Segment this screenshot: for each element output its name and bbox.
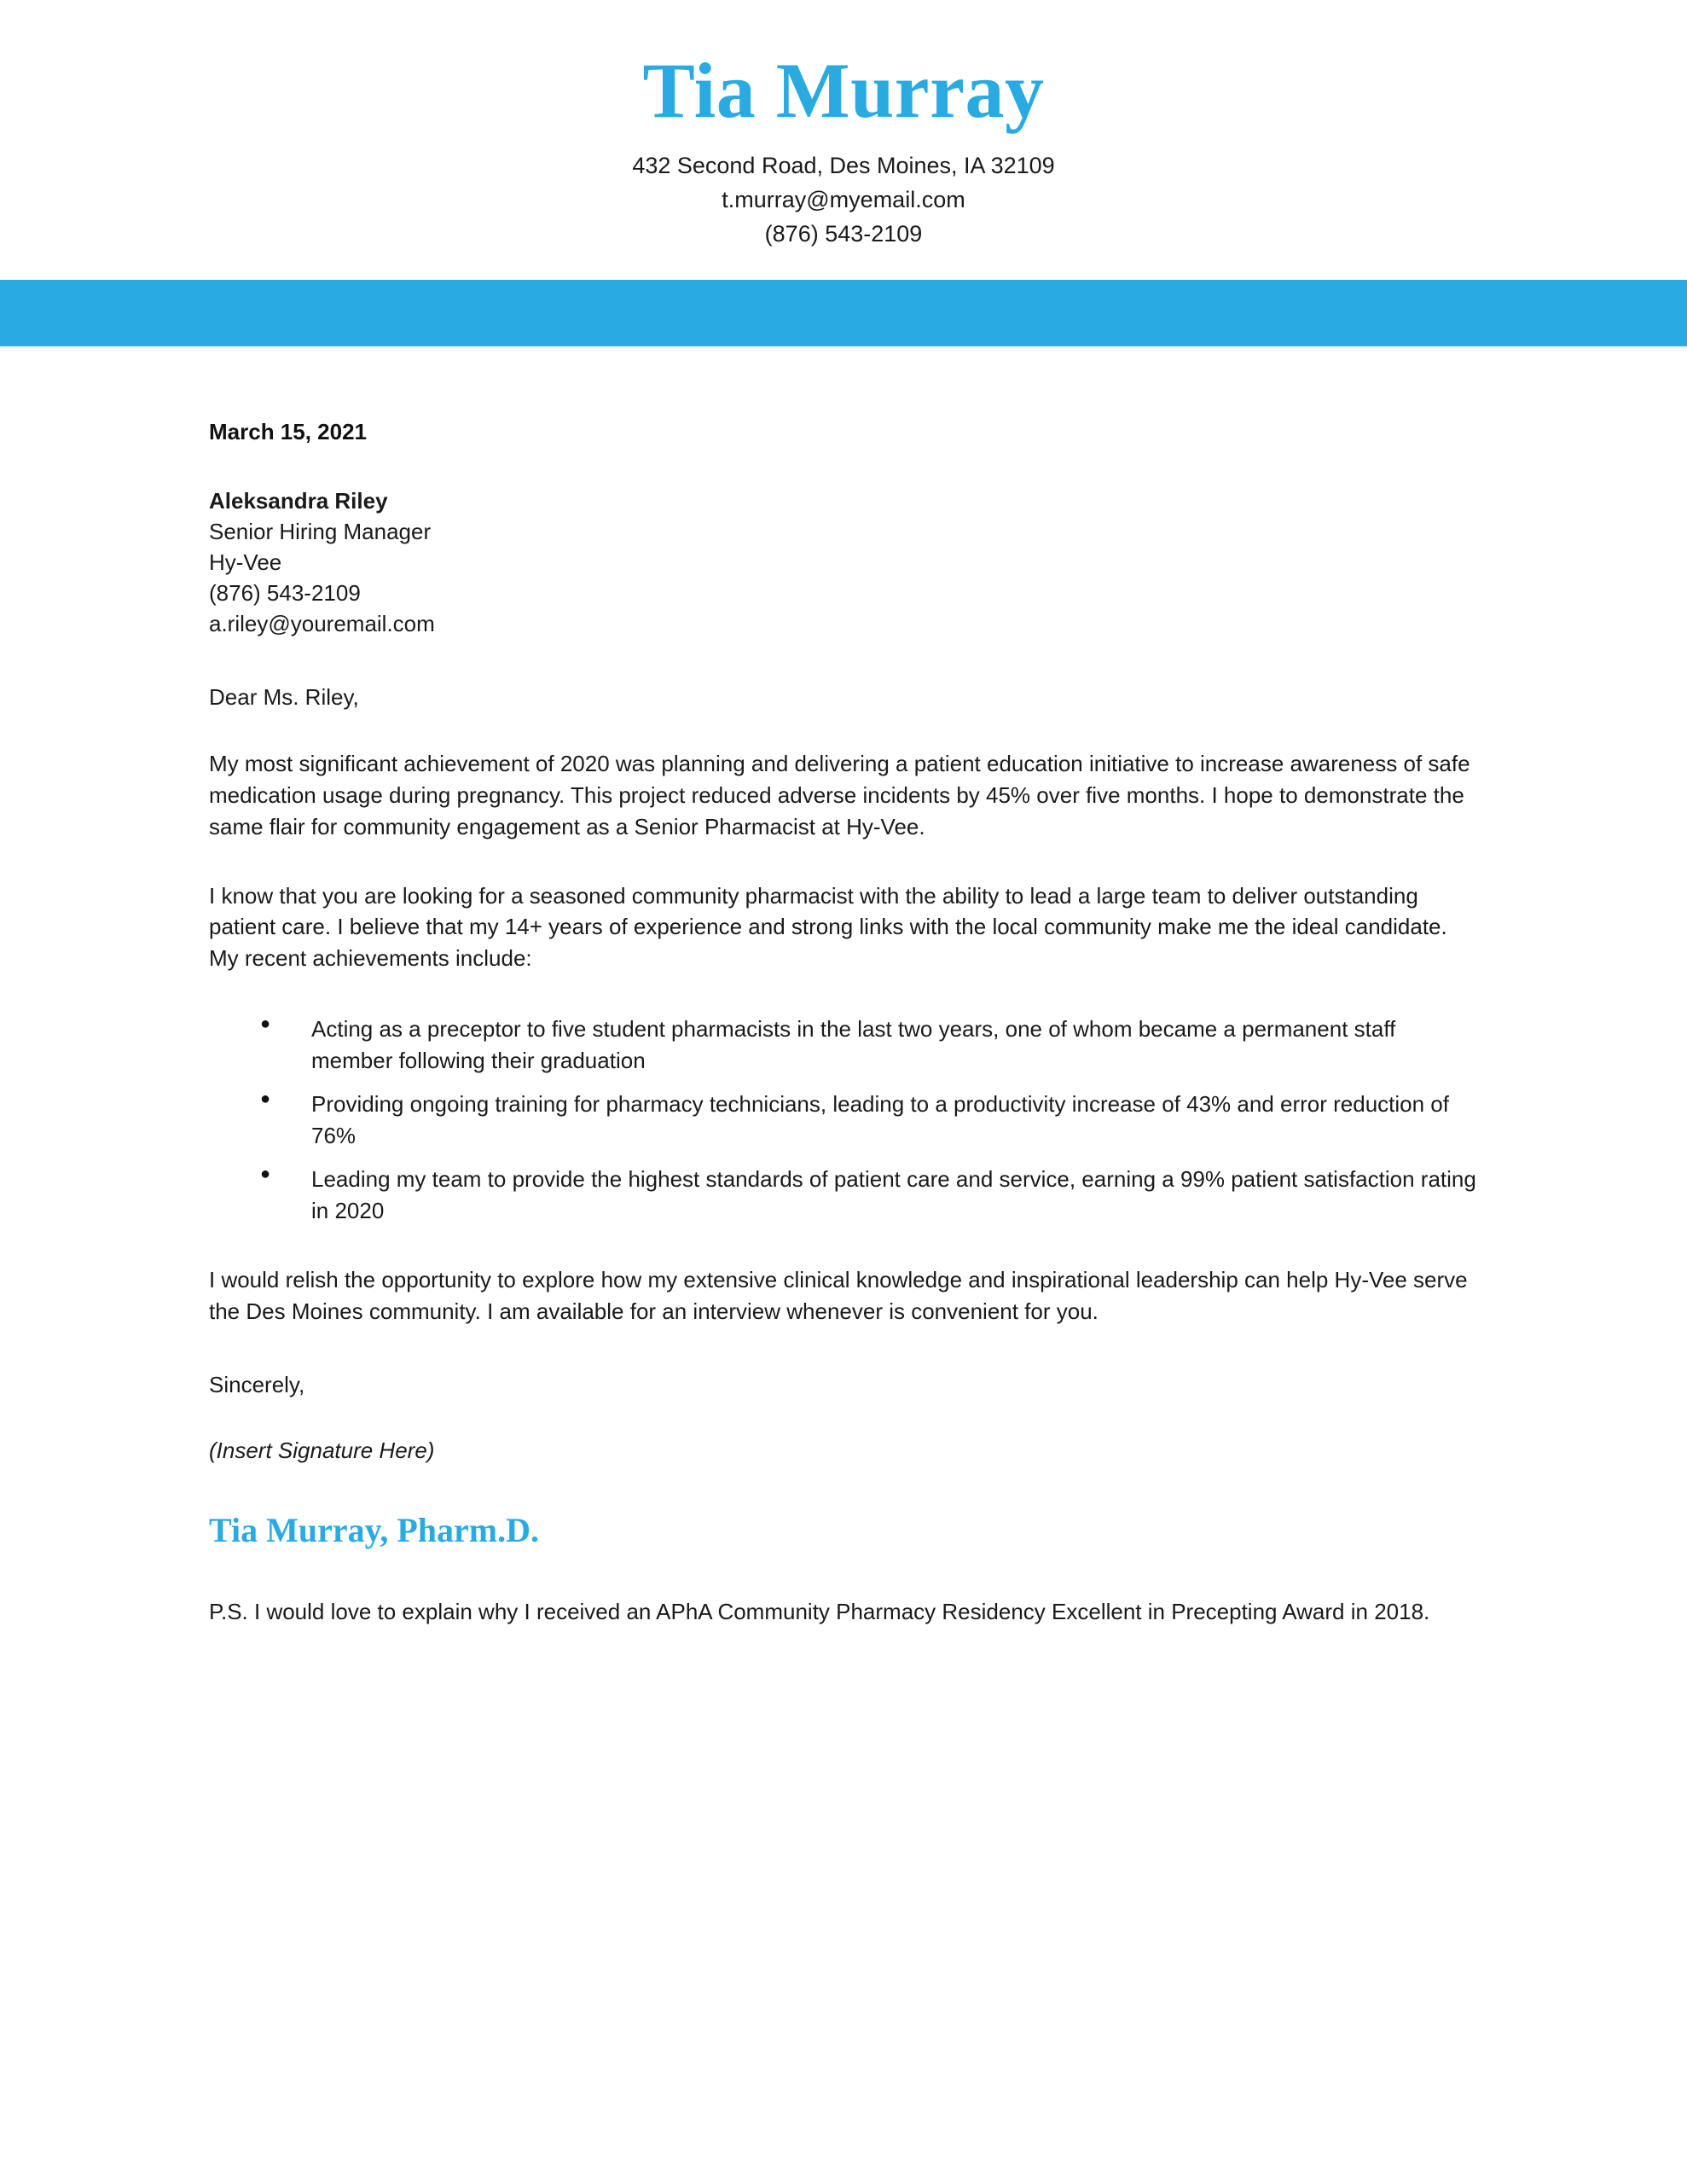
body-paragraph-1: My most significant achievement of 2020 was planning and delivering a patient education initiative to increase awareness of safe medication usage during pregnancy. This project reduced adverse incidents by 45% over five months. I hope to demonstrate the same flair for community engagement as a Senior Pharmacist at Hy-Vee. bbox=[209, 750, 1470, 839]
body-paragraph-2: I know that you are looking for a seasoned community pharmacist with the ability to lead a large team to deliver outstanding patient care. I believe that my 14+ years of experience and strong links with the local community make me the ideal candidate. My recent achievements include: bbox=[209, 882, 1447, 972]
recipient-title: Senior Hiring Manager bbox=[209, 519, 432, 545]
contact-block bbox=[0, 149, 1687, 252]
recipient-name: Aleksandra Riley bbox=[209, 488, 388, 514]
recipient-email: a.riley@youremail.com bbox=[209, 610, 435, 636]
list-item: ● Acting as a preceptor to five student pharmacists in the last two years, one of whom became a permanent staff member following their graduation bbox=[260, 1014, 1482, 1077]
recipient-block bbox=[209, 486, 1482, 639]
accent-divider-bar bbox=[0, 280, 1687, 346]
letter-date: March 15, 2021 bbox=[209, 419, 368, 445]
letter-body bbox=[0, 419, 1687, 1627]
signoff: Sincerely, bbox=[209, 1371, 305, 1397]
contact-address: 432 Second Road, Des Moines, IA 32109 bbox=[632, 152, 1055, 178]
contact-email: t.murray@myemail.com bbox=[722, 186, 965, 212]
signature-placeholder: (Insert Signature Here) bbox=[209, 1437, 435, 1463]
postscript: P.S. I would love to explain why I received an APhA Community Pharmacy Residency Excellent in Precepting Award in 2018. bbox=[209, 1598, 1430, 1624]
letterhead bbox=[0, 0, 1687, 251]
contact-phone: (876) 543-2109 bbox=[764, 220, 923, 247]
closing-paragraph: I would relish the opportunity to explore how my extensive clinical knowledge and inspirational leadership can help Hy-Vee serve the Des Moines community. I am available for an interview whenever is convenient for you. bbox=[209, 1266, 1468, 1324]
recipient-phone: (876) 543-2109 bbox=[209, 580, 361, 607]
recipient-company: Hy-Vee bbox=[209, 549, 282, 576]
page-title: Tia Murray bbox=[642, 47, 1045, 134]
list-item: ● Leading my team to provide the highest standards of patient care and service, earning a 99% patient satisfaction rating in 2020 bbox=[260, 1164, 1482, 1227]
achievements-list bbox=[209, 1014, 1482, 1226]
list-item: ● Providing ongoing training for pharmacy technicians, leading to a productivity increase of 43% and error reduction of 76% bbox=[260, 1089, 1482, 1152]
salutation: Dear Ms. Riley, bbox=[209, 683, 359, 710]
signer-name: Tia Murray, Pharm.D. bbox=[209, 1510, 540, 1549]
